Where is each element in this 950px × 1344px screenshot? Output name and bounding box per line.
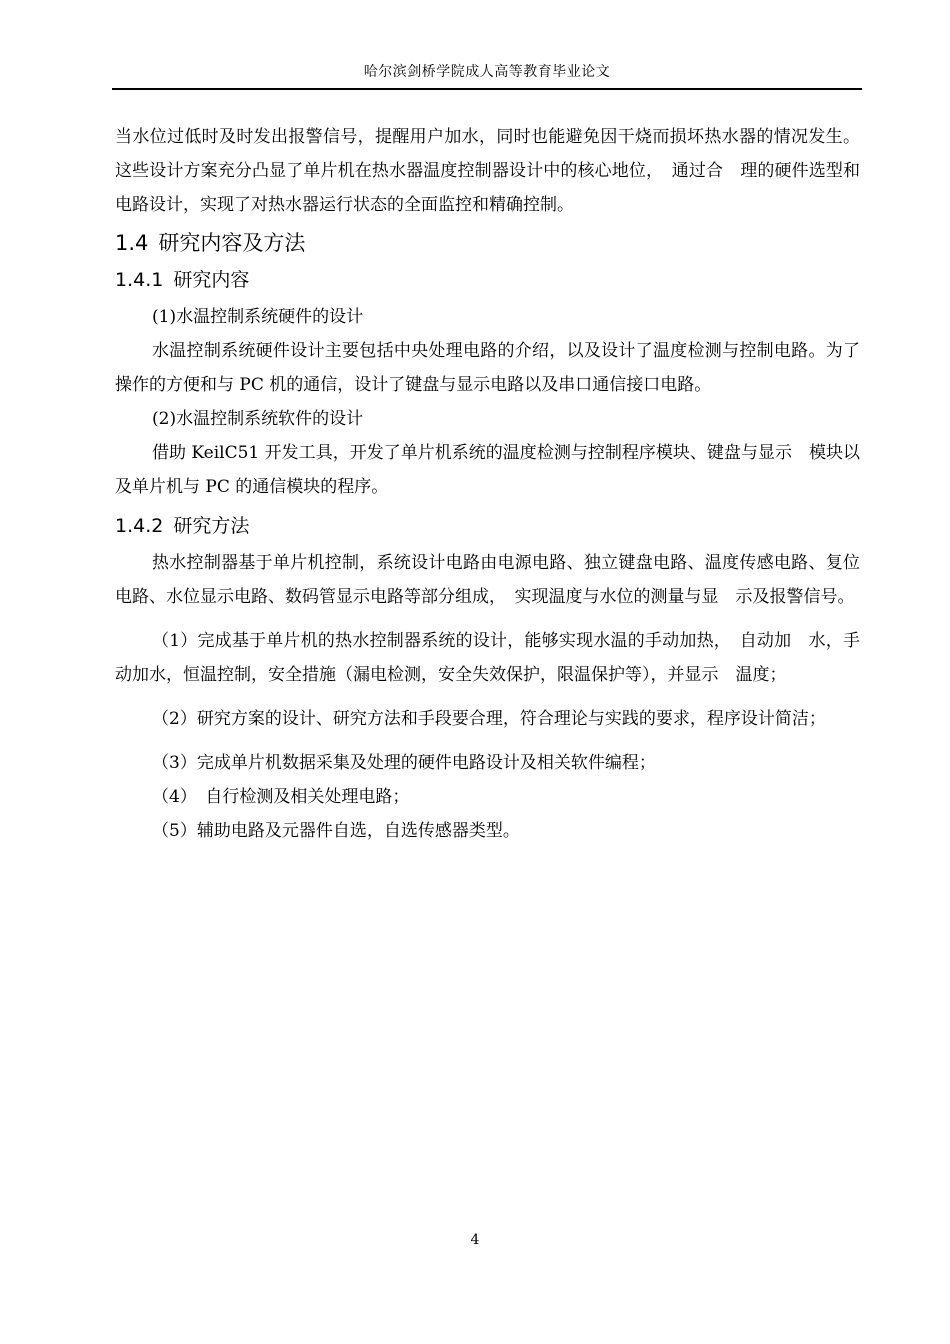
hardware-design-title: (1)水温控制系统硬件的设计: [152, 307, 364, 327]
subsection-number: 1.4.2: [115, 515, 164, 537]
subsection-title: 研究方法: [173, 515, 250, 537]
document-body: [115, 120, 860, 848]
subsection-title: 研究内容: [173, 269, 250, 291]
hardware-design-text: 水温控制系统硬件设计主要包括中央处理电路的介绍，以及设计了温度检测与控制电路。为了操作的方便和与 PC 机的通信，设计了键盘与显示电路以及串口通信接口电路。: [115, 341, 860, 395]
method-item-1: （1）完成基于单片机的热水控制器系统的设计，能够实现水温的手动加热， 自动加 水，手动加水，恒温控制，安全措施（漏电检测，安全失效保护，限温保护等），并显示 温度；: [115, 631, 860, 685]
section-title: 研究内容及方法: [158, 231, 306, 255]
subsection-heading-1-4-2: [115, 512, 860, 540]
software-design-title: (2)水温控制系统软件的设计: [152, 409, 364, 429]
section-heading-1-4: [115, 228, 860, 258]
method-intro: 热水控制器基于单片机控制，系统设计电路由电源电路、独立键盘电路、温度传感电路、复位电路、水位显示电路、数码管显示电路等部分组成， 实现温度与水位的测量与显 示及报警信号。: [115, 553, 860, 607]
software-design-text: 借助 KeilC51 开发工具，开发了单片机系统的温度检测与控制程序模块、键盘与显示 模块以及单片机与 PC 的通信模块的程序。: [115, 443, 860, 497]
method-item-3: （3）完成单片机数据采集及处理的硬件电路设计及相关软件编程；: [152, 753, 656, 773]
method-item-2: （2）研究方案的设计、研究方法和手段要合理，符合理论与实践的要求，程序设计简洁；: [152, 709, 826, 729]
method-item-5: （5）辅助电路及元器件自选，自选传感器类型。: [152, 821, 520, 841]
intro-paragraph: 当水位过低时及时发出报警信号，提醒用户加水，同时也能避免因干烧而损坏热水器的情况发生。这些设计方案充分凸显了单片机在热水器温度控制器设计中的核心地位， 通过合 理的硬件选型和电路设计，实现了对热水器运行状态的全面监控和精确控制。: [115, 127, 860, 215]
subsection-heading-1-4-1: [115, 266, 860, 294]
page-header: 哈尔滨剑桥学院成人高等教育毕业论文: [363, 64, 611, 80]
page-number: 4: [470, 1232, 480, 1248]
section-number: 1.4: [115, 231, 149, 255]
subsection-number: 1.4.1: [115, 269, 164, 291]
method-item-4: （4） 自行检测及相关处理电路；: [152, 787, 410, 807]
header-divider: [112, 88, 862, 90]
